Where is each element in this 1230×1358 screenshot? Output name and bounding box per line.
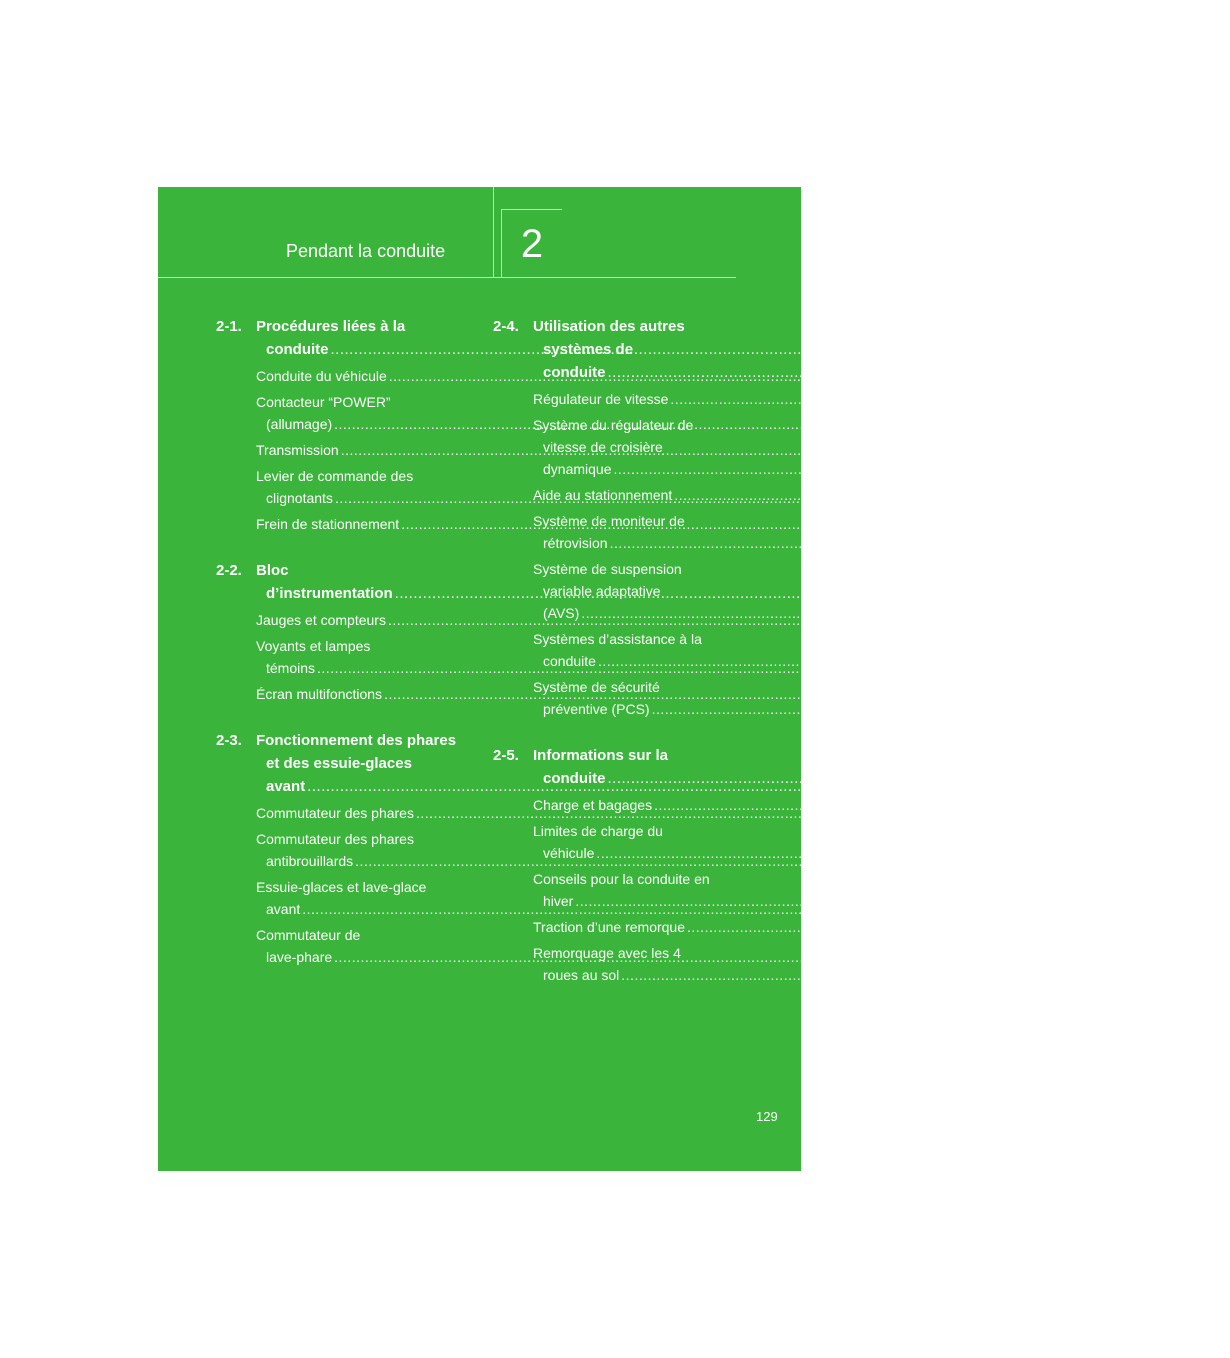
toc-entry[interactable]	[256, 365, 933, 387]
entry-text: véhicule	[543, 845, 595, 861]
entry-line: Limites de charge du	[533, 823, 663, 839]
entry-line: Essuie-glaces et lave-glace	[256, 879, 427, 895]
entry-page-number: 148	[854, 490, 879, 506]
entry-text: hiver	[543, 893, 574, 909]
section-page-number: 169	[1160, 364, 1186, 381]
entry-page-number: 157	[904, 686, 928, 702]
entry-last-line	[533, 532, 1153, 554]
entry-page-number: 164	[875, 853, 899, 869]
entry-page-number: 144	[860, 442, 885, 458]
section-page-number: 160	[859, 778, 885, 795]
leader-dots	[596, 842, 1114, 864]
section-number: 2-2.	[216, 562, 242, 579]
entry-page-number: 165	[822, 901, 846, 917]
leader-dots	[581, 602, 1099, 624]
entry-page-number: 223	[1141, 967, 1165, 983]
entry-line: Système de sécurité	[533, 679, 660, 695]
entry-line: vitesse de croisière	[543, 439, 663, 455]
entry-page-number: 154	[837, 660, 861, 676]
entry-text: avant	[266, 901, 301, 917]
toc-entry[interactable]	[533, 388, 1214, 410]
entry-text: rétrovision	[543, 535, 608, 551]
entry-text: clignotants	[266, 490, 333, 506]
entry-text: Charge et bagages	[533, 797, 653, 813]
entry-text: Écran multifonctions	[256, 686, 383, 702]
entry-line: variable adaptative	[543, 583, 661, 599]
entry-text: Aide au stationnement	[533, 487, 673, 503]
toc-entry[interactable]	[533, 916, 1230, 938]
header-divider-horizontal	[158, 277, 736, 278]
entry-page-number: 130	[908, 368, 933, 384]
section-title-text: d’instrumentation	[266, 585, 393, 602]
entry-line: Contacteur “POWER”	[256, 394, 391, 410]
entry-line: Système de suspension	[533, 561, 682, 577]
section-page-number: 212	[1160, 770, 1186, 787]
header-divider-vertical	[493, 187, 494, 277]
leader-dots	[670, 388, 1188, 410]
entry-last-line	[533, 698, 1195, 720]
page-number: 129	[756, 1109, 778, 1124]
section-title-text: avant	[266, 778, 306, 795]
entry-text: Transmission	[256, 442, 339, 458]
entry-page-number: 149	[921, 516, 945, 532]
entry-line: Système du régulateur de	[533, 417, 694, 433]
chapter-title: Pendant la conduite	[286, 241, 446, 261]
entry-text: (allumage)	[266, 416, 333, 432]
entry-page-number: 168	[854, 949, 878, 965]
entry-line: Voyants et lampes	[256, 638, 371, 654]
leader-dots	[674, 484, 1192, 506]
section-title-last-line	[533, 767, 1185, 790]
section-title-last-line	[533, 361, 1185, 384]
entry-text: Conduite du véhicule	[256, 368, 387, 384]
entry-page-number: 201	[1101, 605, 1125, 621]
entry-page-number: 169	[1190, 391, 1214, 407]
entry-page-number: 212	[1174, 797, 1198, 813]
section-number: 2-4.	[493, 318, 519, 335]
section-number: 2-3.	[216, 732, 242, 749]
section-title-line: et des essuie-glaces	[266, 755, 412, 772]
entry-last-line	[533, 458, 1157, 480]
section-title-text: conduite	[266, 341, 329, 358]
chapter-panel	[158, 187, 1230, 1171]
entry-page-number: 172	[1133, 461, 1157, 477]
leader-dots	[610, 532, 1128, 554]
entry-text: préventive (PCS)	[543, 701, 650, 717]
entry-last-line	[533, 916, 1230, 938]
section-number: 2-5.	[493, 747, 519, 764]
entry-page-number: 222	[1207, 919, 1230, 935]
leader-dots	[608, 361, 1159, 384]
section-title-text: conduite	[543, 770, 606, 787]
entry-line: Commutateur des phares	[256, 831, 414, 847]
entry-text: dynamique	[543, 461, 612, 477]
entry-line: Levier de commande des	[256, 468, 414, 484]
section-number: 2-1.	[216, 318, 242, 335]
section-page-number: 150	[947, 585, 973, 602]
entry-text: Commutateur des phares	[256, 805, 414, 821]
entry-page-number: 198	[1129, 535, 1153, 551]
entry-text: (AVS)	[543, 605, 580, 621]
entry-line: Commutateur de	[256, 927, 361, 943]
leader-dots	[652, 698, 1170, 720]
leader-dots	[614, 458, 1132, 480]
leader-dots	[575, 890, 1093, 912]
entry-page-number: 140	[854, 416, 878, 432]
entry-last-line	[533, 964, 1165, 986]
entry-page-number: 202	[1117, 653, 1142, 669]
entry-page-number: 160	[935, 805, 960, 821]
section-page-number: 130	[883, 341, 909, 358]
entry-line: Conseils pour la conduite en	[533, 871, 710, 887]
entry-page-number: 208	[1171, 701, 1195, 717]
chapter-number: 2	[501, 209, 562, 277]
entry-text: Traction d’une remorque	[533, 919, 686, 935]
leader-dots	[608, 767, 1159, 790]
entry-page-number: 216	[1116, 845, 1140, 861]
section-title-text: conduite	[543, 364, 606, 381]
leader-dots	[654, 794, 1172, 816]
entry-text: Jauges et compteurs	[256, 612, 386, 628]
section-title-line: Utilisation des autres	[533, 318, 685, 335]
section-title	[533, 744, 1185, 790]
entry-text: conduite	[543, 653, 596, 669]
section-title-line: Bloc	[256, 562, 289, 579]
leader-dots	[598, 650, 1116, 672]
leader-dots	[687, 916, 1205, 938]
section-title-line: Procédures liées à la	[256, 318, 406, 335]
section-title-line: systèmes de	[543, 341, 634, 358]
entry-text: témoins	[266, 660, 316, 676]
section-title-line: Informations sur la	[533, 747, 669, 764]
entry-last-line	[256, 365, 933, 387]
entry-line: Système de moniteur de	[533, 513, 685, 529]
section-title	[533, 315, 1185, 384]
entry-text: lave-phare	[266, 949, 333, 965]
entry-line: Remorquage avec les 4	[533, 945, 681, 961]
entry-text: roues au sol	[543, 967, 620, 983]
entry-line: Systèmes d’assistance à la	[533, 631, 702, 647]
entry-page-number: 183	[1194, 487, 1218, 503]
entry-text: Frein de stationnement	[256, 516, 400, 532]
entry-text: Régulateur de vitesse	[533, 391, 669, 407]
entry-last-line	[533, 388, 1214, 410]
leader-dots	[621, 964, 1139, 986]
entry-text: antibrouillards	[266, 853, 354, 869]
entry-page-number: 150	[907, 612, 932, 628]
entry-page-number: 217	[1095, 893, 1119, 909]
section-title-line: Fonctionnement des phares	[256, 732, 457, 749]
